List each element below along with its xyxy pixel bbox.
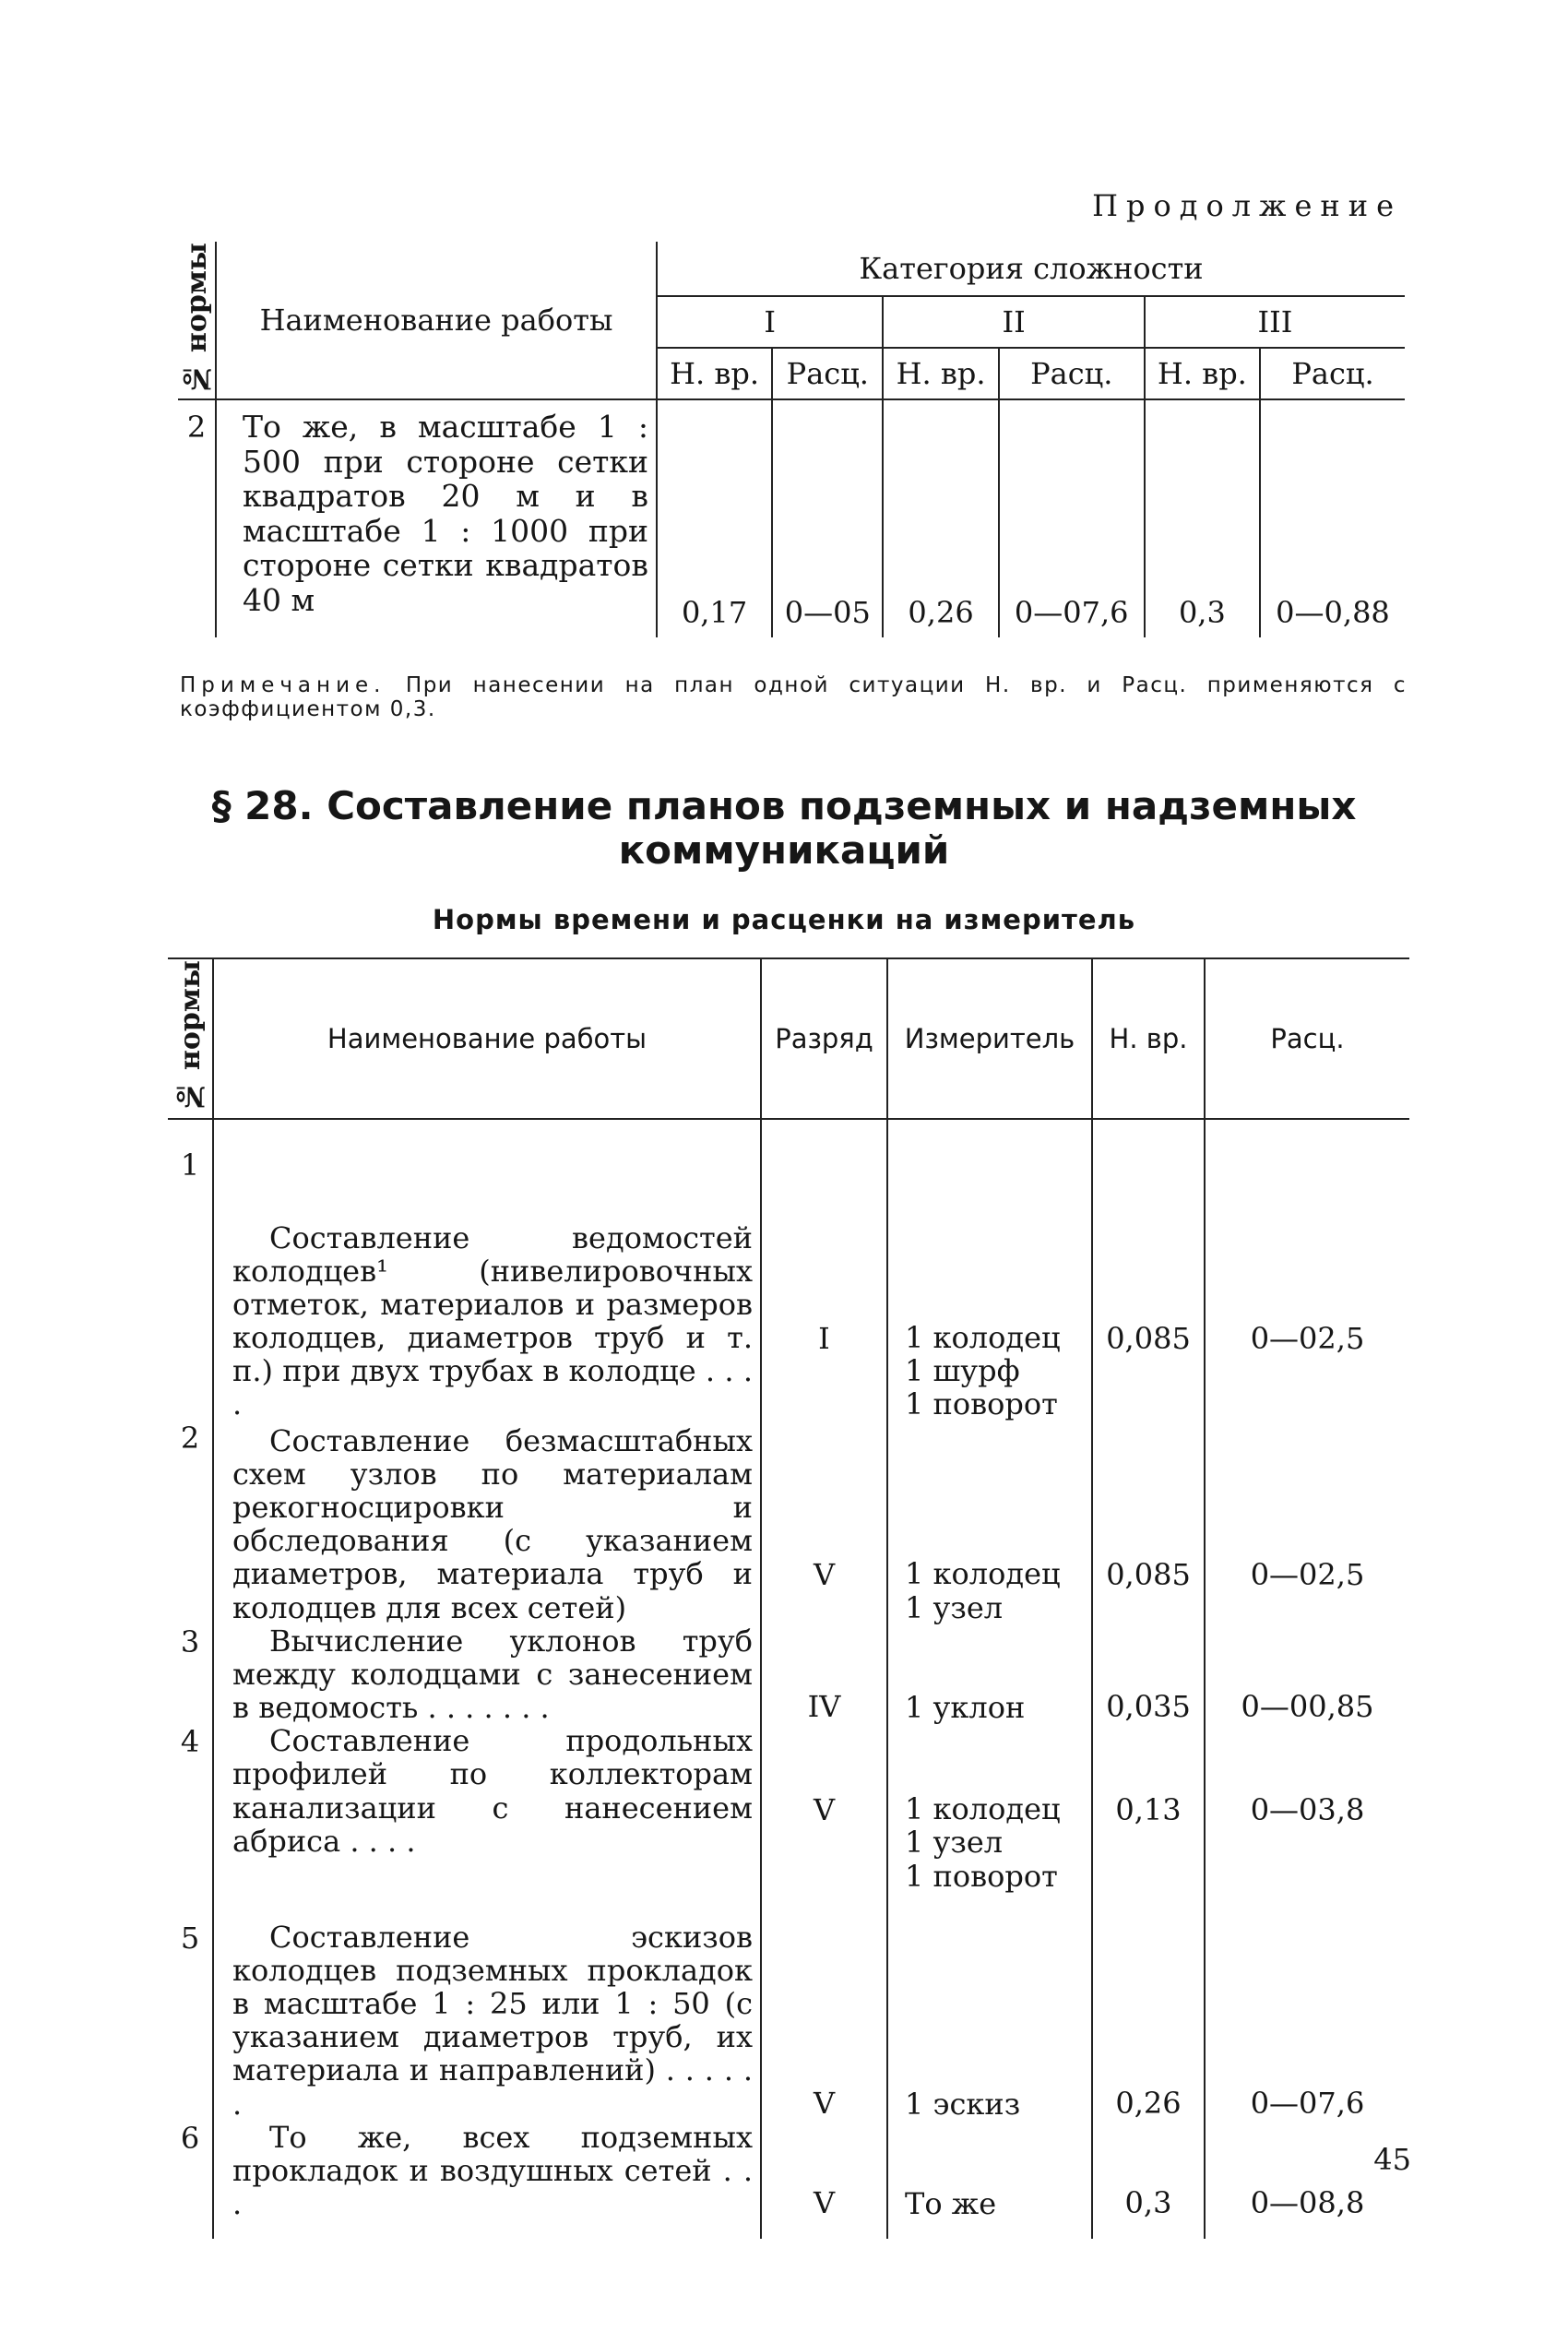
work-description: Составление продольных профилей по коллекторам канализации с нанесением абриса . . . . xyxy=(213,1724,761,1920)
norm-number: 3 xyxy=(168,1624,213,1724)
grade: V xyxy=(761,1724,887,1920)
table-row xyxy=(168,1724,1409,1920)
price: 0—00,85 xyxy=(1241,1689,1374,1725)
price: 0—02,5 xyxy=(1250,1321,1365,1356)
unit-line: 1 поворот xyxy=(905,1858,1058,1894)
table-row xyxy=(168,1624,1409,1724)
unit xyxy=(887,1624,1092,1724)
time-cat-2: 0,26 xyxy=(883,399,998,637)
section-title-line-2: коммуникаций xyxy=(618,827,950,874)
unit xyxy=(887,2121,1092,2239)
continuation-label: Продолжение xyxy=(1092,188,1402,223)
header-time: Н. вр. xyxy=(1092,958,1205,1119)
unit-line: 1 узел xyxy=(905,1589,1004,1625)
unit-line: То же xyxy=(905,2185,997,2221)
note-text: При нанесении на план одной ситуации Н. вр. и Расц. применяются с коэффициентом 0,3. xyxy=(180,673,1408,722)
price: 0—07,6 xyxy=(1250,2085,1365,2121)
time-cat-3: 0,3 xyxy=(1145,399,1260,637)
price-cat-2: 0—07,6 xyxy=(999,399,1145,637)
header-grade: Разряд xyxy=(761,958,887,1119)
price: 0—03,8 xyxy=(1250,1792,1365,1828)
grade: I xyxy=(761,1119,887,1421)
table-row xyxy=(168,1421,1409,1623)
price-cat-3: 0—0,88 xyxy=(1276,595,1390,630)
norm-number: 2 xyxy=(178,399,216,637)
norm-time: 0,26 xyxy=(1092,1921,1205,2121)
time-cat-1: 0,17 xyxy=(657,399,772,637)
unit-line: 1 узел xyxy=(905,1825,1004,1861)
subheader-price-1: Расц. xyxy=(772,348,883,399)
norm-time: 0,13 xyxy=(1092,1724,1205,1920)
page-number: 45 xyxy=(1373,2142,1411,2177)
section-title-line-1: § 28. Составление планов подземных и надземных xyxy=(211,783,1357,828)
unit xyxy=(887,1724,1092,1920)
grade: IV xyxy=(761,1624,887,1724)
norm-number: 6 xyxy=(168,2121,213,2239)
norm-time: 0,085 xyxy=(1092,1119,1205,1421)
unit-line: 1 колодец xyxy=(905,1791,1061,1827)
norm-number: 1 xyxy=(168,1119,213,1421)
unit-line: 1 колодец xyxy=(905,1320,1061,1355)
price-cat-1: 0—05 xyxy=(772,399,883,637)
unit xyxy=(887,1921,1092,2121)
grade: V xyxy=(761,1921,887,2121)
norm-time: 0,3 xyxy=(1092,2121,1205,2239)
unit-line: 1 уклон xyxy=(905,1690,1026,1726)
header-complexity-category: Категория сложности xyxy=(657,242,1405,296)
subheader-time-2: Н. вр. xyxy=(883,348,998,399)
category-1: I xyxy=(657,296,883,348)
work-description: Вычисление уклонов труб между колодцами с занесением в ведомость . . . . . . . xyxy=(213,1624,761,1724)
unit xyxy=(887,1421,1092,1623)
header-unit: Измеритель xyxy=(887,958,1092,1119)
norms-table xyxy=(168,957,1409,2239)
section-title xyxy=(166,784,1402,874)
header-norm-number: № нормы xyxy=(168,958,213,1119)
category-2: II xyxy=(883,296,1144,348)
header-norm-number: № нормы xyxy=(178,242,216,399)
grade: V xyxy=(761,2121,887,2239)
table-note xyxy=(180,673,1407,722)
price: 0—08,8 xyxy=(1250,2185,1365,2221)
norm-time: 0,085 xyxy=(1092,1421,1205,1623)
work-description: То же, в масштабе 1 : 500 при стороне сетки квадратов 20 м и в масштабе 1 : 1000 при стороне сетки квадратов 40 м xyxy=(216,399,657,637)
work-description: Составление ведомостей колодцев¹ (нивелировочных отметок, материалов и размеров колодцев, диаметров труб и т. п.) при двух трубах в колодце . . . . xyxy=(213,1119,761,1421)
grade: V xyxy=(761,1421,887,1623)
table-row xyxy=(178,399,1405,637)
unit-line: 1 эскиз xyxy=(905,2086,1021,2122)
header-price: Расц. xyxy=(1205,958,1409,1119)
subheader-price-3: Расц. xyxy=(1260,348,1405,399)
category-3: III xyxy=(1145,296,1405,348)
subheader-time-3: Н. вр. xyxy=(1145,348,1260,399)
table-row xyxy=(168,1921,1409,2121)
work-description: То же, всех подземных прокладок и воздушных сетей . . . xyxy=(213,2121,761,2239)
norm-time: 0,035 xyxy=(1092,1624,1205,1724)
norms-table-continued xyxy=(178,242,1405,637)
norm-number: 5 xyxy=(168,1921,213,2121)
norm-number: 2 xyxy=(168,1421,213,1623)
price: 0—02,5 xyxy=(1250,1557,1365,1593)
header-work-name: Наименование работы xyxy=(216,242,657,399)
subheader-price-2: Расц. xyxy=(999,348,1145,399)
unit-line: 1 поворот xyxy=(905,1386,1058,1422)
table-row xyxy=(168,1119,1409,1421)
norm-number: 4 xyxy=(168,1724,213,1920)
subheader-time-1: Н. вр. xyxy=(657,348,772,399)
unit-line: 1 шурф xyxy=(905,1353,1020,1389)
table-row xyxy=(168,2121,1409,2239)
note-label: Примечание. xyxy=(180,673,386,697)
header-work-name: Наименование работы xyxy=(213,958,761,1119)
unit xyxy=(887,1119,1092,1421)
table-subtitle: Нормы времени и расценки на измеритель xyxy=(432,904,1136,935)
unit-line: 1 колодец xyxy=(905,1556,1061,1592)
work-description: Составление безмасштабных схем узлов по материалам рекогносцировки и обследования (с указанием диаметров, материала труб и колодцев для всех сетей) xyxy=(213,1421,761,1623)
work-description: Составление эскизов колодцев подземных прокладок в масштабе 1 : 25 или 1 : 50 (с указанием диаметров труб, их материала и направлений) . . . . . . xyxy=(213,1921,761,2121)
